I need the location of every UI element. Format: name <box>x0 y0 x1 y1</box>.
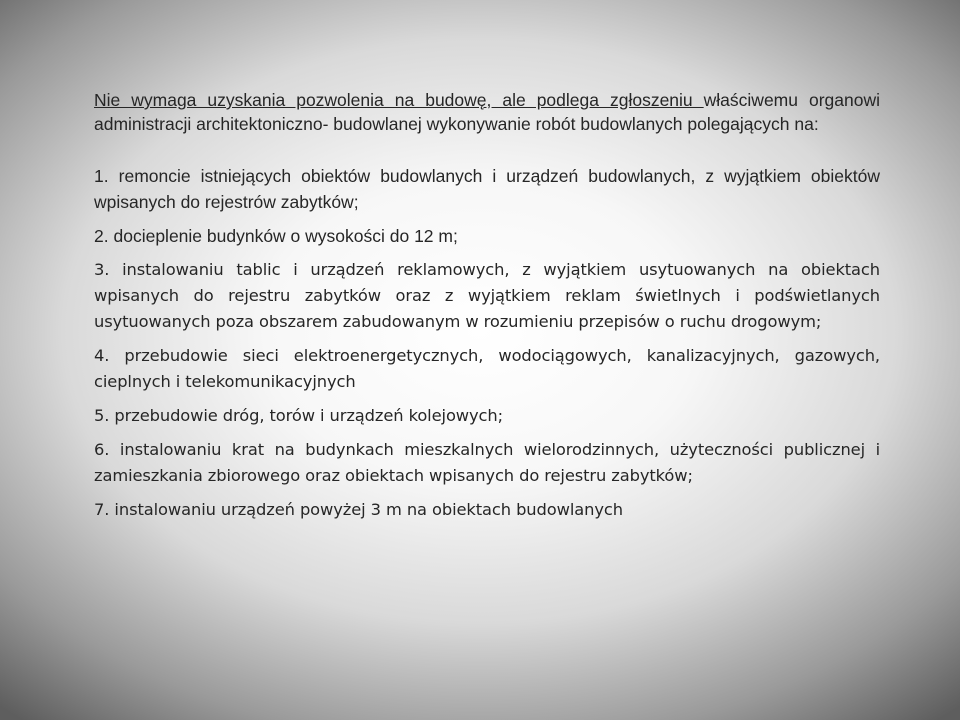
list-item-2 <box>94 223 880 249</box>
item-text: remoncie istniejących obiektów budowlanych i urządzeń budowlanych, z wyjątkiem obiektów wpisanych do rejestrów zabytków; <box>94 166 880 212</box>
item-text: instalowaniu krat na budynkach mieszkalnych wielorodzinnych, użyteczności publicznej i zamieszkania zbiorowego oraz obiektach wpisanych do rejestru zabytków; <box>94 440 880 485</box>
item-number: 1. <box>94 166 109 186</box>
item-text: instalowaniu urządzeń powyżej 3 m na obiektach budowlanych <box>114 500 623 519</box>
slide-content <box>94 88 880 531</box>
item-text: przebudowie sieci elektroenergetycznych, wodociągowych, kanalizacyjnych, gazowych, cieplnych i telekomunikacyjnych <box>94 346 880 391</box>
intro-underlined-text: Nie wymaga uzyskania pozwolenia na budowę, ale podlega zgłoszeniu <box>94 90 704 110</box>
list-item-1 <box>94 163 880 215</box>
item-number: 7. <box>94 500 110 519</box>
list-item-5 <box>94 403 880 429</box>
item-number: 3. <box>94 260 110 279</box>
item-number: 5. <box>94 406 110 425</box>
intro-rest-text: właściwemu organowi administracji architektoniczno- budowlanej wykonywanie robót budowlanych polegających na: <box>94 90 880 134</box>
works-list <box>94 163 880 523</box>
item-text: przebudowie dróg, torów i urządzeń kolejowych; <box>114 406 504 425</box>
list-item-7 <box>94 497 880 523</box>
list-item-6 <box>94 437 880 489</box>
list-item-3 <box>94 257 880 335</box>
item-number: 2. <box>94 226 109 246</box>
item-text: docieplenie budynków o wysokości do 12 m; <box>113 226 458 246</box>
item-text: instalowaniu tablic i urządzeń reklamowych, z wyjątkiem usytuowanych na obiektach wpisanych do rejestru zabytków oraz z wyjątkiem reklam świetlnych i podświetlanych usytuowanych poza obszarem zabudowanym w rozumieniu przepisów o ruchu drogowym; <box>94 260 881 331</box>
list-item-4 <box>94 343 880 395</box>
item-number: 4. <box>94 346 110 365</box>
item-number: 6. <box>94 440 110 459</box>
intro-paragraph <box>94 88 880 136</box>
